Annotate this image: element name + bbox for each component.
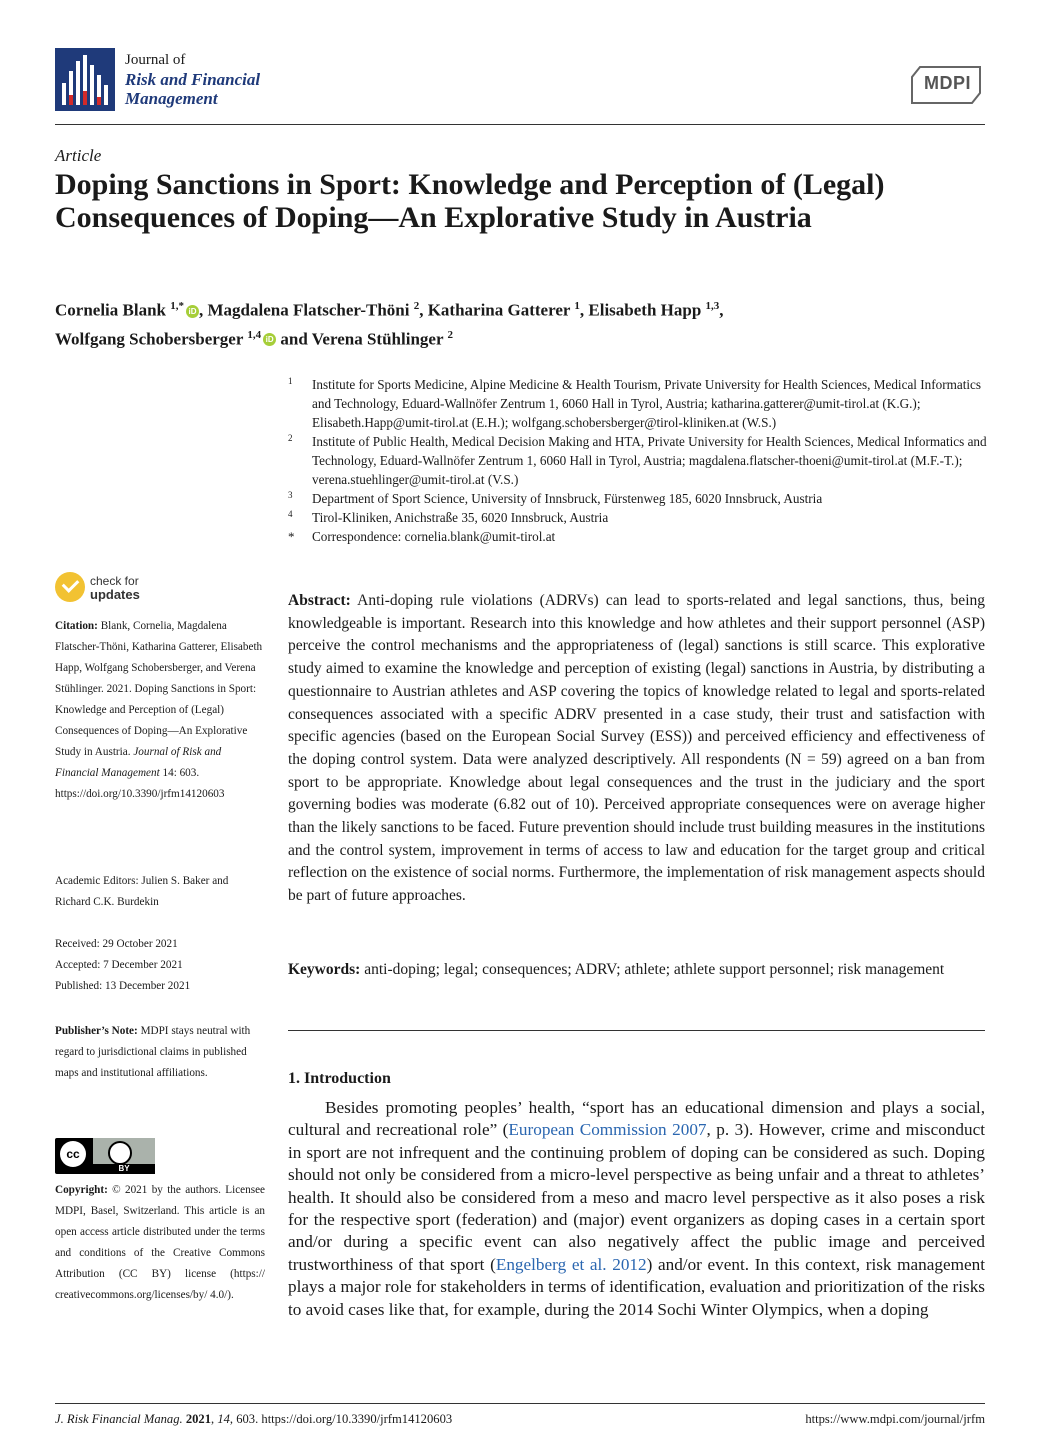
- affiliation-number: *: [288, 529, 295, 544]
- affiliation-item: [288, 527, 988, 546]
- check-updates-line2: updates: [90, 587, 140, 602]
- author-name: Elisabeth Happ: [588, 300, 706, 320]
- copyright-label: Copyright:: [55, 1184, 108, 1196]
- author-separator: ,: [419, 300, 428, 320]
- citation-text: Blank, Cornelia, Magdalena Flatscher-Thöni, Katharina Gatterer, Elisabeth Happ, Wolfgang Schobersberger, and Verena Stühlinger. 2021. Doping Sanctions in Sport: Knowledge and Perception of (Legal) Consequences of Doping—An Explorative Study in Austria.: [55, 620, 263, 758]
- author-affiliation-mark: 1: [574, 300, 580, 312]
- mdpi-logo: [910, 65, 982, 105]
- copyright-block: [55, 1180, 265, 1306]
- author-name: Cornelia Blank: [55, 300, 171, 320]
- citation-journal: Journal of Risk and Financial Management: [55, 746, 222, 779]
- author-name: Wolfgang Schobersberger: [55, 329, 248, 349]
- affiliation-number: 1: [288, 376, 293, 386]
- paper-title: Doping Sanctions in Sport: Knowledge and Perception of (Legal) Consequences of Doping—An Explorative Study in Austria: [55, 168, 885, 234]
- author-affiliation-mark: 2: [413, 300, 420, 312]
- publisher-note: [55, 1021, 265, 1084]
- author-separator: ,: [719, 300, 724, 320]
- author-name: Katharina Gatterer: [427, 300, 575, 320]
- publisher-note-text: MDPI stays neutral with regard to jurisdictional claims in published maps and institutional affiliations.: [55, 1025, 251, 1079]
- footer-citation: J. Risk Financial Manag. 2021, 14, 603. https://doi.org/10.3390/jrfm14120603: [55, 1412, 453, 1426]
- affiliation-text: Institute for Sports Medicine, Alpine Medicine & Health Tourism, Private University for Health Sciences, Medical Informatics and Technology, Eduard-Wallnöfer Zentrum 1, 6060 Hall in Tyrol, Austria; katharina.gatterer@umit-tirol.at (K.G.); Elisabeth.Happ@umit-tirol.at (E.H.); wolfgang.schobersberger@tirol-kliniken.at (W.S.): [312, 377, 982, 430]
- cc-icon: cc: [60, 1141, 86, 1167]
- affiliation-number: 3: [288, 490, 293, 500]
- affiliation-text: Correspondence: cornelia.blank@umit-tirol.at: [312, 529, 556, 544]
- accepted-date: Accepted: 7 December 2021: [55, 959, 183, 971]
- article-type: Article: [55, 146, 102, 165]
- author-separator: and: [276, 329, 312, 349]
- keywords-text: anti-doping; legal; consequences; ADRV; athlete; athlete support personnel; risk management: [364, 961, 945, 978]
- published-date: Published: 13 December 2021: [55, 980, 191, 992]
- intro-text-2: , p. 3). However, crime and misconduct in sport are not infrequent and the continuing problem of doping can be considered as such. Doping should not only be considered from a micro-level perspective as being unfair and a threat to athletes’ health. It should also be considered from a meso and macro level perspective as it also poses a risk for the respective sport (federation) and (major) event organizers as doping cases in a certain sport and/or during a specific event can also negatively affect the public image and perceived trustworthiness of that sport (: [288, 1120, 985, 1274]
- check-updates-line1: check for: [90, 574, 139, 588]
- received-date: Received: 29 October 2021: [55, 938, 178, 950]
- check-for-updates-badge[interactable]: [55, 572, 165, 608]
- abstract-label: Abstract:: [288, 592, 351, 609]
- orcid-icon[interactable]: iD: [263, 333, 276, 346]
- author-affiliation-mark: 2: [447, 328, 453, 341]
- section-rule: [288, 1030, 985, 1031]
- citation-label: Citation:: [55, 620, 98, 632]
- footer-journal: J. Risk Financial Manag.: [55, 1412, 183, 1426]
- copyright-text: © 2021 by the authors. Licensee MDPI, Basel, Switzerland. This article is an open access article distributed under the terms and conditions of the Creative Commons Attribution (CC BY) license (https:// creativecommons.org/licenses/by/ 4.0/).: [55, 1184, 265, 1301]
- affiliation-number: 4: [288, 509, 293, 519]
- attribution-icon: [108, 1141, 132, 1165]
- affiliation-item: [288, 489, 988, 508]
- footer-doi[interactable]: , 603. https://doi.org/10.3390/jrfm14120603: [229, 1412, 453, 1426]
- footer-year: 2021: [185, 1412, 212, 1426]
- author-separator: ,: [199, 300, 208, 320]
- intro-text-1: Besides promoting peoples’ health, “sport has an educational dimension and plays a social, cultural and recreational role” (: [288, 1098, 985, 1140]
- journal-name-line3: Management: [125, 89, 218, 108]
- author-name: Verena Stühlinger: [311, 329, 448, 349]
- affiliation-text: Tirol-Kliniken, Anichstraße 35, 6020 Innsbruck, Austria: [312, 510, 609, 525]
- author-separator: ,: [579, 300, 589, 320]
- orcid-icon[interactable]: iD: [186, 305, 199, 318]
- affiliations: [288, 375, 988, 546]
- academic-editors: Academic Editors: Julien S. Baker and Richard C.K. Burdekin: [55, 875, 229, 908]
- journal-name: [125, 51, 260, 108]
- journal-logo: [55, 48, 115, 111]
- citation-link-european-commission[interactable]: European Commission 2007: [508, 1120, 707, 1140]
- author-affiliation-mark: 1,4: [247, 328, 262, 341]
- citation-block: [55, 616, 265, 805]
- citation-link-engelberg[interactable]: Engelberg et al. 2012: [495, 1254, 647, 1274]
- intro-text-3: ) and/or event. In this context, risk management plays a major role for stakeholders in terms of identification, evaluation and prioritization of the risks to avoid cases like that, for example, during the 2014 Sochi Winter Olympics, when a doping: [288, 1254, 985, 1319]
- keywords: [288, 958, 985, 981]
- check-icon: [55, 572, 85, 602]
- header-rule: [55, 124, 985, 125]
- mdpi-logo-text: MDPI: [924, 73, 971, 93]
- abstract: [288, 590, 985, 908]
- affiliation-text: Department of Sport Science, University of Innsbruck, Fürstenweg 185, 6020 Innsbruck, Austria: [312, 491, 823, 506]
- by-label: BY: [93, 1164, 155, 1174]
- author-name: Magdalena Flatscher-Thöni: [207, 300, 414, 320]
- footer-rule: [55, 1403, 985, 1404]
- footer-volume: 14: [217, 1412, 230, 1426]
- introduction-paragraph: [288, 1097, 985, 1321]
- affiliation-number: 2: [288, 433, 293, 443]
- author-list: [55, 294, 985, 351]
- affiliation-item: [288, 432, 988, 489]
- author-affiliation-mark: 1,*: [170, 300, 184, 312]
- keywords-label: Keywords:: [288, 961, 361, 978]
- footer-journal-url[interactable]: https://www.mdpi.com/journal/jrfm: [805, 1412, 985, 1426]
- author-affiliation-mark: 1,3: [705, 300, 720, 312]
- journal-name-line2: Risk and Financial: [125, 70, 261, 89]
- citation-tail[interactable]: 14: 603. https://doi.org/10.3390/jrfm14120603: [55, 767, 225, 800]
- affiliation-text: Institute of Public Health, Medical Decision Making and HTA, Private University for Health Sciences, Medical Informatics and Technology, Eduard-Wallnöfer Zentrum 1, 6060 Hall in Tyrol, Austria; magdalena.flatscher-thoeni@umit-tirol.at (M.F.-T.); verena.stuehlinger@umit-tirol.at (V.S.): [312, 434, 987, 487]
- journal-name-line1: Journal of: [125, 52, 186, 68]
- affiliation-item: [288, 375, 988, 432]
- publisher-note-label: Publisher’s Note:: [55, 1025, 138, 1037]
- section-heading-introduction: 1. Introduction: [288, 1070, 391, 1087]
- abstract-text: Anti-doping rule violations (ADRVs) can lead to sports-related and legal sanctions, thus, being knowledgeable is important. Research into this knowledge and how athletes and their support personnel (ASP) perceive the control mechanisms and the appropriateness of (legal) sanctions is still scarce. This explorative study aimed to examine the knowledge and perception of existing (legal) sanctions in Austria, by distributing a questionnaire to Austrian athletes and ASP covering the topics of knowledge related to legal and sports-related consequences associated with a specific ADRV presented in a case study, their trust and satisfaction with specific agencies (based on the European Social Survey (ESS)) and perceived efficiency and effectiveness of the doping control system. Data were analyzed descriptively. All respondents (N = 59) agreed on a ban from sport to be appropriate. Knowledge about legal consequences and the trust in the judiciary and the sport governing bodies was moderate (6.82 out of 10). Perceived appropriate consequences were on average higher than the likely sanctions to be faced. Future prevention should include trust building measures in the institutions and the control system, improvement in terms of access to law and education for the target group and critical reflection on the existence of social norms. Furthermore, the implementation of risk management aspects should be part of future approaches.: [288, 592, 985, 905]
- affiliation-item: [288, 508, 988, 527]
- cc-by-license-badge[interactable]: [55, 1138, 155, 1174]
- dates-block: [55, 934, 265, 997]
